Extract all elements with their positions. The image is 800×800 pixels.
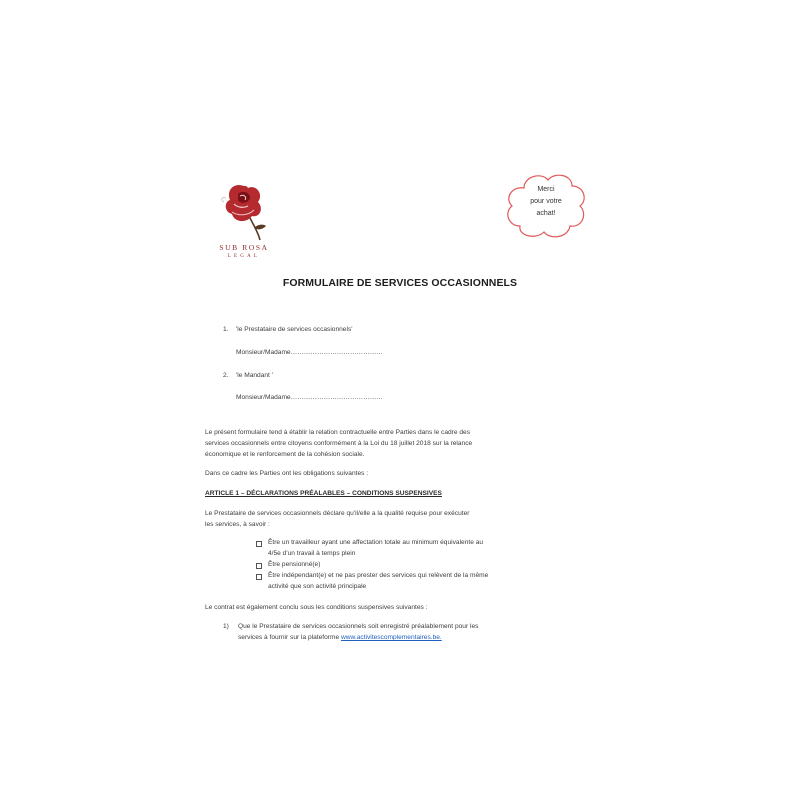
thank-you-badge xyxy=(502,170,590,242)
bullet-text: Être pensionné(e) xyxy=(268,561,321,568)
condition-text: Que le Prestataire de services occasionnels soit enregistré préalablement pour les xyxy=(238,623,479,630)
badge-text xyxy=(512,184,580,220)
checkbox-icon xyxy=(256,574,262,580)
party-label: 'le Mandant ' xyxy=(236,372,273,379)
bullet-text: Être un travailleur ayant une affectation totale au minimum équivalente au xyxy=(268,539,484,546)
condition-text-line xyxy=(238,633,442,643)
party-number: 1. xyxy=(223,326,229,333)
bullet-text: Être indépendant(e) et ne pas prester des services qui relèvent de la même xyxy=(268,572,489,579)
rose-icon xyxy=(214,178,274,242)
intro-line: Dans ce cadre les Parties ont les obligations suivantes : xyxy=(205,470,369,477)
intro-line: Le présent formulaire tend à établir la relation contractuelle entre Parties dans le cadre des xyxy=(205,429,470,436)
logo xyxy=(212,178,276,264)
badge-line: Merci xyxy=(537,186,555,193)
article-heading: ARTICLE 1 – DÉCLARATIONS PRÉALABLES – CONDITIONS SUSPENSIVES xyxy=(205,490,442,497)
logo-subtitle: LEGAL xyxy=(227,254,261,259)
party-number: 2. xyxy=(223,372,229,379)
party-label: 'le Prestataire de services occasionnels' xyxy=(236,326,353,333)
intro-line: services occasionnels entre citoyens conformément à la Loi du 18 juillet 2018 sur la relance xyxy=(205,440,473,447)
intro-line: économique et le renforcement de la cohésion sociale. xyxy=(205,451,365,458)
badge-line: pour votre xyxy=(530,198,562,205)
party-name-field[interactable]: Monsieur/Madame…………………………………… xyxy=(236,349,383,356)
party-name-field[interactable]: Monsieur/Madame…………………………………… xyxy=(236,394,383,401)
bullet-text: activité que son activité principale xyxy=(268,583,367,590)
document-title: FORMULAIRE DE SERVICES OCCASIONNELS xyxy=(282,277,518,289)
logo-name: SUB ROSA xyxy=(219,243,269,252)
article-paragraph: Le Prestataire de services occasionnels déclare qu'il/elle a la qualité requise pour exécuter xyxy=(205,510,470,517)
checkbox-icon xyxy=(256,563,262,569)
badge-line: achat! xyxy=(536,210,556,217)
condition-number: 1) xyxy=(223,623,229,630)
bullet-text: 4/5e d'un travail à temps plein xyxy=(268,550,356,557)
platform-link[interactable]: www.activitescomplementaires.be. xyxy=(340,634,442,641)
condition-text: services à fournir sur la plateforme xyxy=(238,634,341,641)
conditions-intro: Le contrat est également conclu sous les conditions suspensives suivantes : xyxy=(205,604,428,611)
checkbox-icon xyxy=(256,541,262,547)
article-paragraph: les services, à savoir : xyxy=(205,521,270,528)
